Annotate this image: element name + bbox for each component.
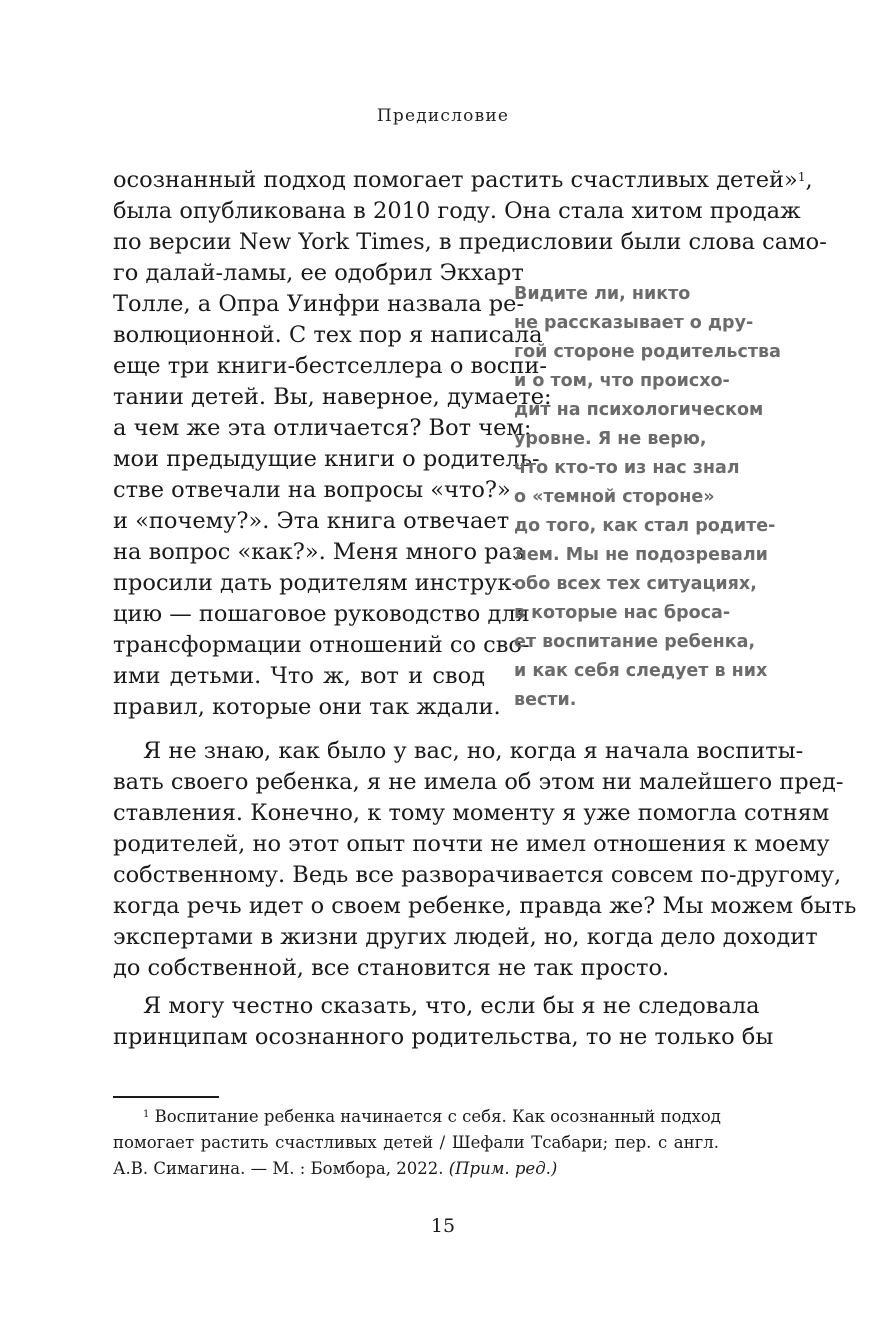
body-line: собственному. Ведь все разворачивается совсем по-другому, [113,862,842,888]
column-line: тании детей. Вы, наверное, думаете: [113,384,552,410]
column-line: волюционной. С тех пор я написала [113,322,543,348]
footnote-marker: 1 [143,1109,150,1120]
pull-quote-line: ет воспитание ребенка, [514,632,756,652]
footnote-line: помогает растить счастливых детей / Шефали Тсабари; пер. с англ. [113,1133,719,1152]
body-line: когда речь идет о своем ребенке, правда же? Мы можем быть [113,893,857,919]
column-line: цию — пошаговое руководство для [113,601,530,627]
pull-quote-line: не рассказывает о дру- [514,313,754,333]
pull-quote-line: в которые нас броса- [514,603,731,623]
body-line: принципам осознанного родительства, то не только бы [113,1024,774,1050]
running-header: Предисловие [376,106,510,126]
pull-quote-line: и как себя следует в них [514,661,768,681]
column-line: еще три книги-бестселлера о воспи- [113,353,547,379]
pull-quote-line: вести. [514,690,577,710]
body-line: осознанный подход помогает растить счастливых детей»$^1$, [113,167,813,193]
column-line: мои предыдущие книги о родитель- [113,446,540,472]
column-line: трансформации отношений со сво- [113,632,530,658]
footnote-line: А.В. Симагина. — М. : Бомбора, 2022. (Прим. ред.) [113,1159,558,1178]
column-line: а чем же эта отличается? Вот чем: [113,415,532,441]
page-number: 15 [430,1215,456,1237]
column-line: просили дать родителям инструк- [113,570,520,596]
body-line: вать своего ребенка, я не имела об этом ни малейшего пред- [113,769,844,795]
pull-quote-line: гой стороне родительства [514,342,781,362]
footnote-line: $^1$ Воспитание ребенка начинается с себя. Как осознанный подход [143,1107,721,1126]
column-line: стве отвечали на вопросы «что?» [113,477,511,503]
footnote-reference[interactable]: 1 [797,170,806,184]
pull-quote-line: уровне. Я не верю, [514,429,707,449]
editor-note: (Прим. ред.) [448,1159,558,1178]
column-line: ими детьми. Что ж, вот и свод [113,663,485,689]
body-line: до собственной, все становится не так просто. [113,955,670,981]
column-line: го далай-ламы, ее одобрил Экхарт [113,260,524,286]
column-line: на вопрос «как?». Меня много раз [113,539,525,565]
pull-quote-line: лем. Мы не подозревали [514,545,768,565]
pull-quote-line: дит на психологическом [514,400,764,420]
body-line: Я могу честно сказать, что, если бы я не следовала [143,993,760,1019]
pull-quote-line: до того, как стал родите- [514,516,776,536]
column-line: Толле, а Опра Уинфри назвала ре- [113,291,525,317]
body-line: родителей, но этот опыт почти не имел отношения к моему [113,831,830,857]
column-line: правил, которые они так ждали. [113,694,501,720]
body-line: экспертами в жизни других людей, но, когда дело доходит [113,924,818,950]
pull-quote-line: и о том, что происхо- [514,371,730,391]
pull-quote-line: обо всех тех ситуациях, [514,574,757,594]
body-line: была опубликована в 2010 году. Она стала хитом продаж [113,198,801,224]
pull-quote-line: что кто-то из нас знал [514,458,740,478]
column-line: и «почему?». Эта книга отвечает [113,508,510,534]
body-line: Я не знаю, как было у вас, но, когда я начала воспиты- [143,738,804,764]
pull-quote-line: Видите ли, никто [514,284,691,304]
body-line: по версии New York Times, в предисловии были слова само- [113,229,827,255]
body-line: ставления. Конечно, к тому моменту я уже помогла сотням [113,800,830,826]
pull-quote-line: о «темной стороне» [514,487,715,507]
footnote-divider [113,1096,219,1098]
